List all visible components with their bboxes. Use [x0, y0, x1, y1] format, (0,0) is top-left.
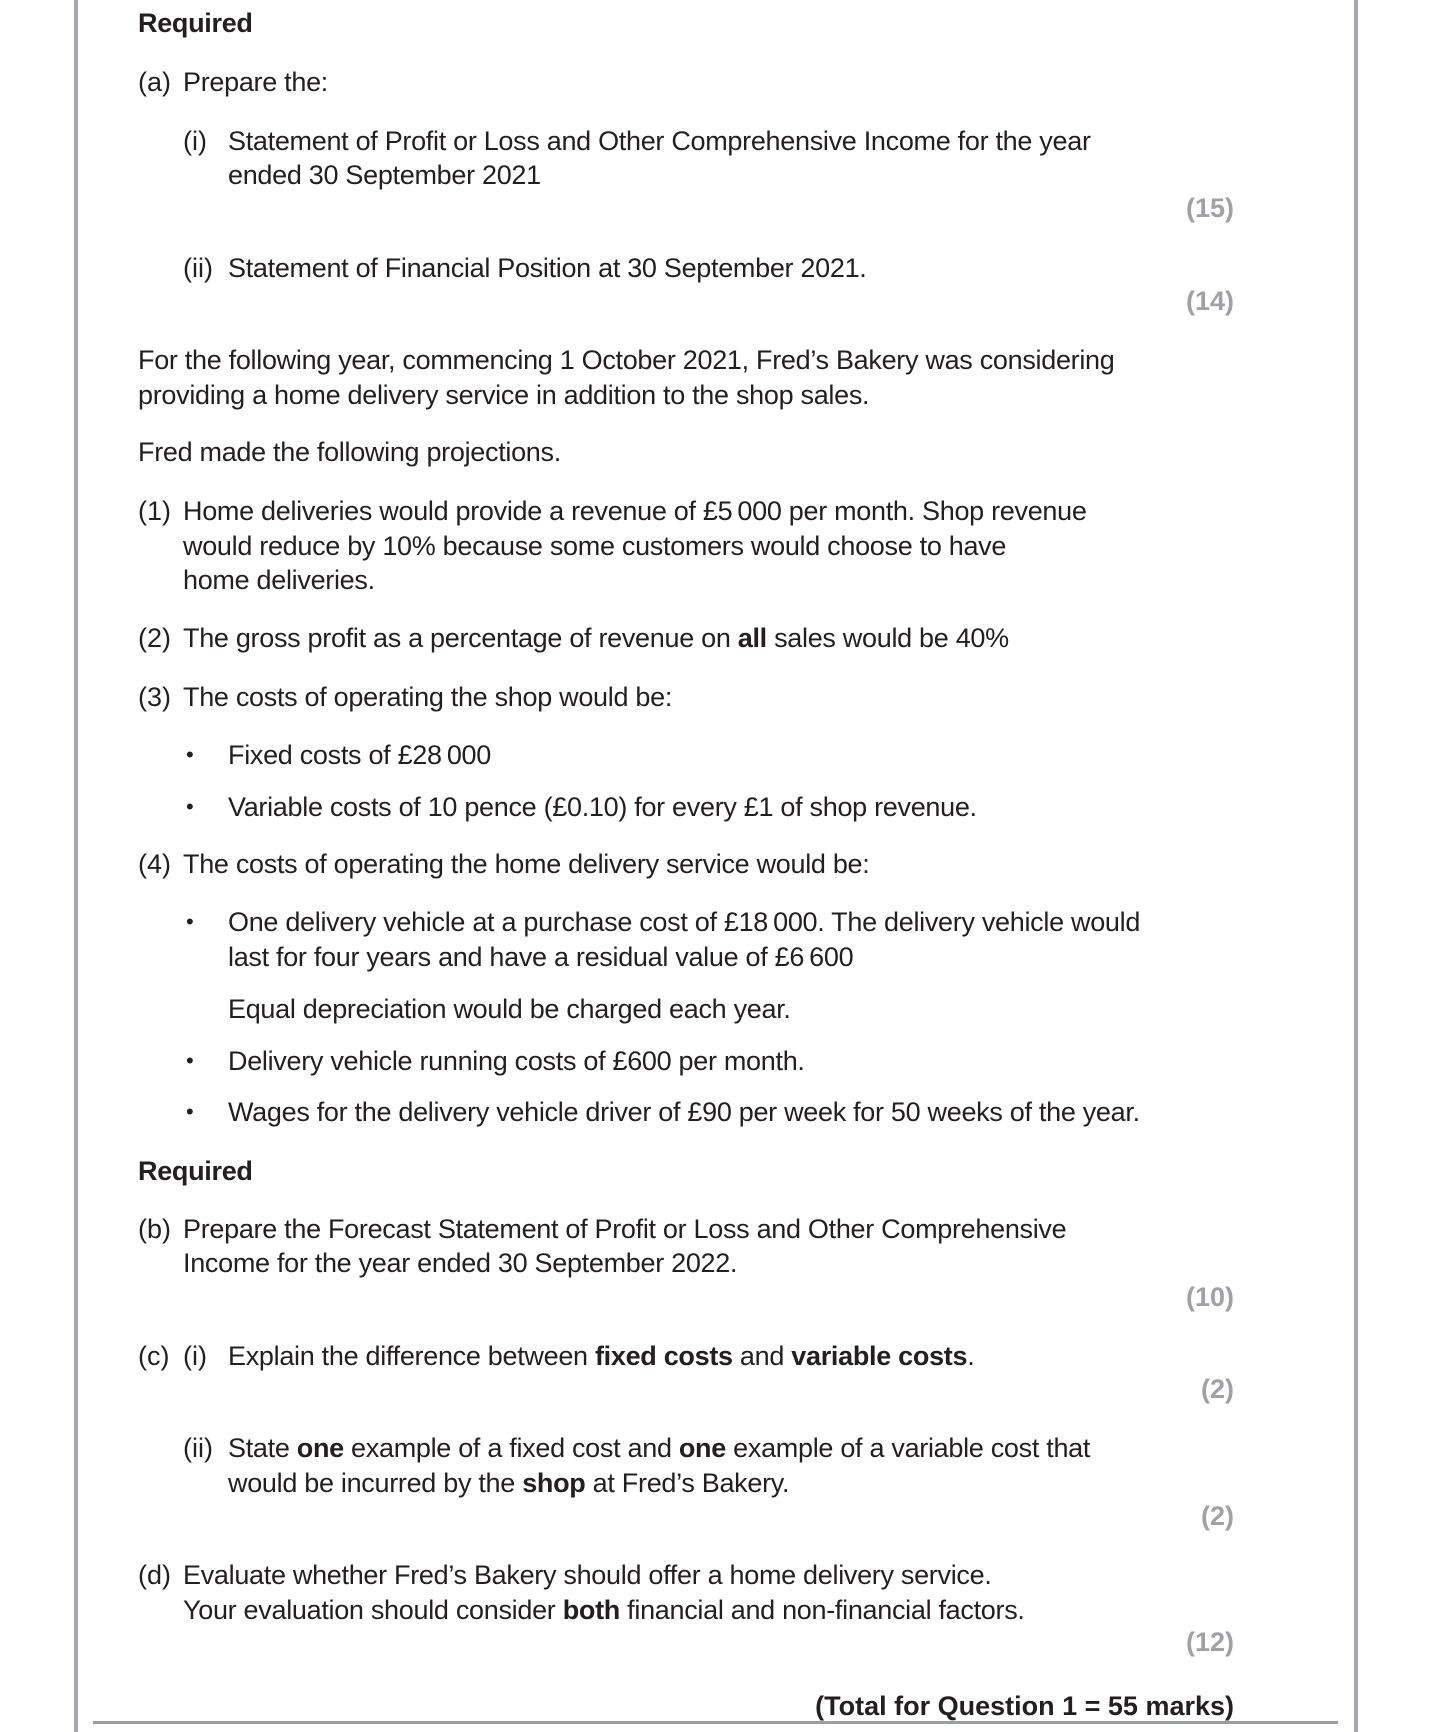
marks-d: (12)	[1185, 1627, 1234, 1657]
text-span: Explain the difference between	[228, 1341, 595, 1371]
required-heading-b: Required	[138, 1156, 253, 1186]
part-c-ii-line2	[228, 1466, 789, 1500]
bold-shop: shop	[522, 1468, 586, 1498]
bullet-icon: •	[186, 742, 194, 767]
part-a-label: (a)	[138, 67, 171, 97]
part-d-label: (d)	[138, 1560, 171, 1590]
projection-1-line3: home deliveries.	[183, 565, 375, 595]
marks-a-i: (15)	[1185, 193, 1234, 223]
part-a-i-line1: Statement of Profit or Loss and Other Comprehensive Income for the year	[228, 126, 1091, 156]
bold-one: one	[296, 1433, 344, 1463]
text-span: and	[732, 1341, 792, 1371]
projection-2-pre: The gross profit as a percentage of revenue on	[183, 623, 738, 653]
part-b-line1: Prepare the Forecast Statement of Profit or Loss and Other Comprehensive	[183, 1214, 1067, 1244]
driver-wages: Wages for the delivery vehicle driver of £90 per week for 50 weeks of the year.	[228, 1097, 1140, 1127]
text-span: would be incurred by the	[228, 1468, 523, 1498]
part-c-ii-line1	[228, 1431, 1090, 1465]
text-span: example of a fixed cost and	[343, 1433, 679, 1463]
marks-b: (10)	[1185, 1282, 1234, 1312]
bullet-icon: •	[186, 794, 194, 819]
part-c-ii-label: (ii)	[183, 1433, 213, 1463]
part-a-ii-label: (ii)	[183, 253, 213, 283]
projection-2-post: sales would be 40%	[766, 623, 1009, 653]
marks-c-i: (2)	[1201, 1374, 1234, 1404]
page-left-border	[74, 0, 78, 1732]
bullet-icon: •	[186, 1099, 194, 1124]
depreciation-note: Equal depreciation would be charged each year.	[228, 994, 791, 1024]
projections-intro: Fred made the following projections.	[138, 437, 561, 467]
vehicle-cost-line1: One delivery vehicle at a purchase cost of £18 000. The delivery vehicle would	[228, 907, 1141, 937]
shop-fixed-costs: Fixed costs of £28 000	[228, 740, 491, 770]
projection-2-bold: all	[737, 623, 767, 653]
scenario-intro-line1: For the following year, commencing 1 October 2021, Fred’s Bakery was considering	[138, 345, 1115, 375]
part-c-i-label: (i)	[183, 1341, 207, 1371]
part-c-i-text	[228, 1339, 974, 1373]
projection-3-label: (3)	[138, 682, 171, 712]
part-c-label: (c)	[138, 1341, 170, 1371]
bottom-rule	[93, 1721, 1338, 1724]
bold-fixed-costs: fixed costs	[594, 1341, 733, 1371]
bullet-icon: •	[186, 909, 194, 934]
part-a-i-label: (i)	[183, 126, 207, 156]
part-a-intro: Prepare the:	[183, 67, 328, 97]
text-span: Your evaluation should consider	[183, 1595, 563, 1625]
bullet-icon: •	[186, 1048, 194, 1073]
question-total: (Total for Question 1 = 55 marks)	[815, 1691, 1234, 1721]
marks-a-ii: (14)	[1185, 286, 1234, 316]
projection-1-line1: Home deliveries would provide a revenue of £5 000 per month. Shop revenue	[183, 496, 1087, 526]
projection-4-text: The costs of operating the home delivery service would be:	[183, 849, 870, 879]
part-a-ii-line1: Statement of Financial Position at 30 September 2021.	[228, 253, 867, 283]
page-right-border	[1354, 0, 1358, 1732]
bold-one: one	[678, 1433, 726, 1463]
part-b-line2: Income for the year ended 30 September 2022.	[183, 1248, 738, 1278]
text-span: example of a variable cost that	[725, 1433, 1091, 1463]
text-span: at Fred’s Bakery.	[585, 1468, 790, 1498]
required-heading-a: Required	[138, 8, 253, 38]
projection-2-text	[183, 621, 1009, 655]
projection-2-label: (2)	[138, 623, 171, 653]
text-span: State	[228, 1433, 297, 1463]
vehicle-running-costs: Delivery vehicle running costs of £600 per month.	[228, 1046, 805, 1076]
marks-c-ii: (2)	[1201, 1501, 1234, 1531]
bold-both: both	[562, 1595, 620, 1625]
projection-1-line2: would reduce by 10% because some customers would choose to have	[183, 531, 1007, 561]
text-span: .	[967, 1341, 975, 1371]
projection-4-label: (4)	[138, 849, 171, 879]
text-span: financial and non-financial factors.	[619, 1595, 1025, 1625]
part-d-line2	[183, 1593, 1025, 1627]
projection-3-text: The costs of operating the shop would be:	[183, 682, 673, 712]
vehicle-cost-line2: last for four years and have a residual value of £6 600	[228, 942, 854, 972]
bold-variable-costs: variable costs	[791, 1341, 968, 1371]
part-a-i-line2: ended 30 September 2021	[228, 160, 541, 190]
part-d-line1: Evaluate whether Fred’s Bakery should offer a home delivery service.	[183, 1560, 992, 1590]
scenario-intro-line2: providing a home delivery service in addition to the shop sales.	[138, 380, 870, 410]
shop-variable-costs: Variable costs of 10 pence (£0.10) for every £1 of shop revenue.	[228, 792, 977, 822]
part-b-label: (b)	[138, 1214, 171, 1244]
projection-1-label: (1)	[138, 496, 171, 526]
